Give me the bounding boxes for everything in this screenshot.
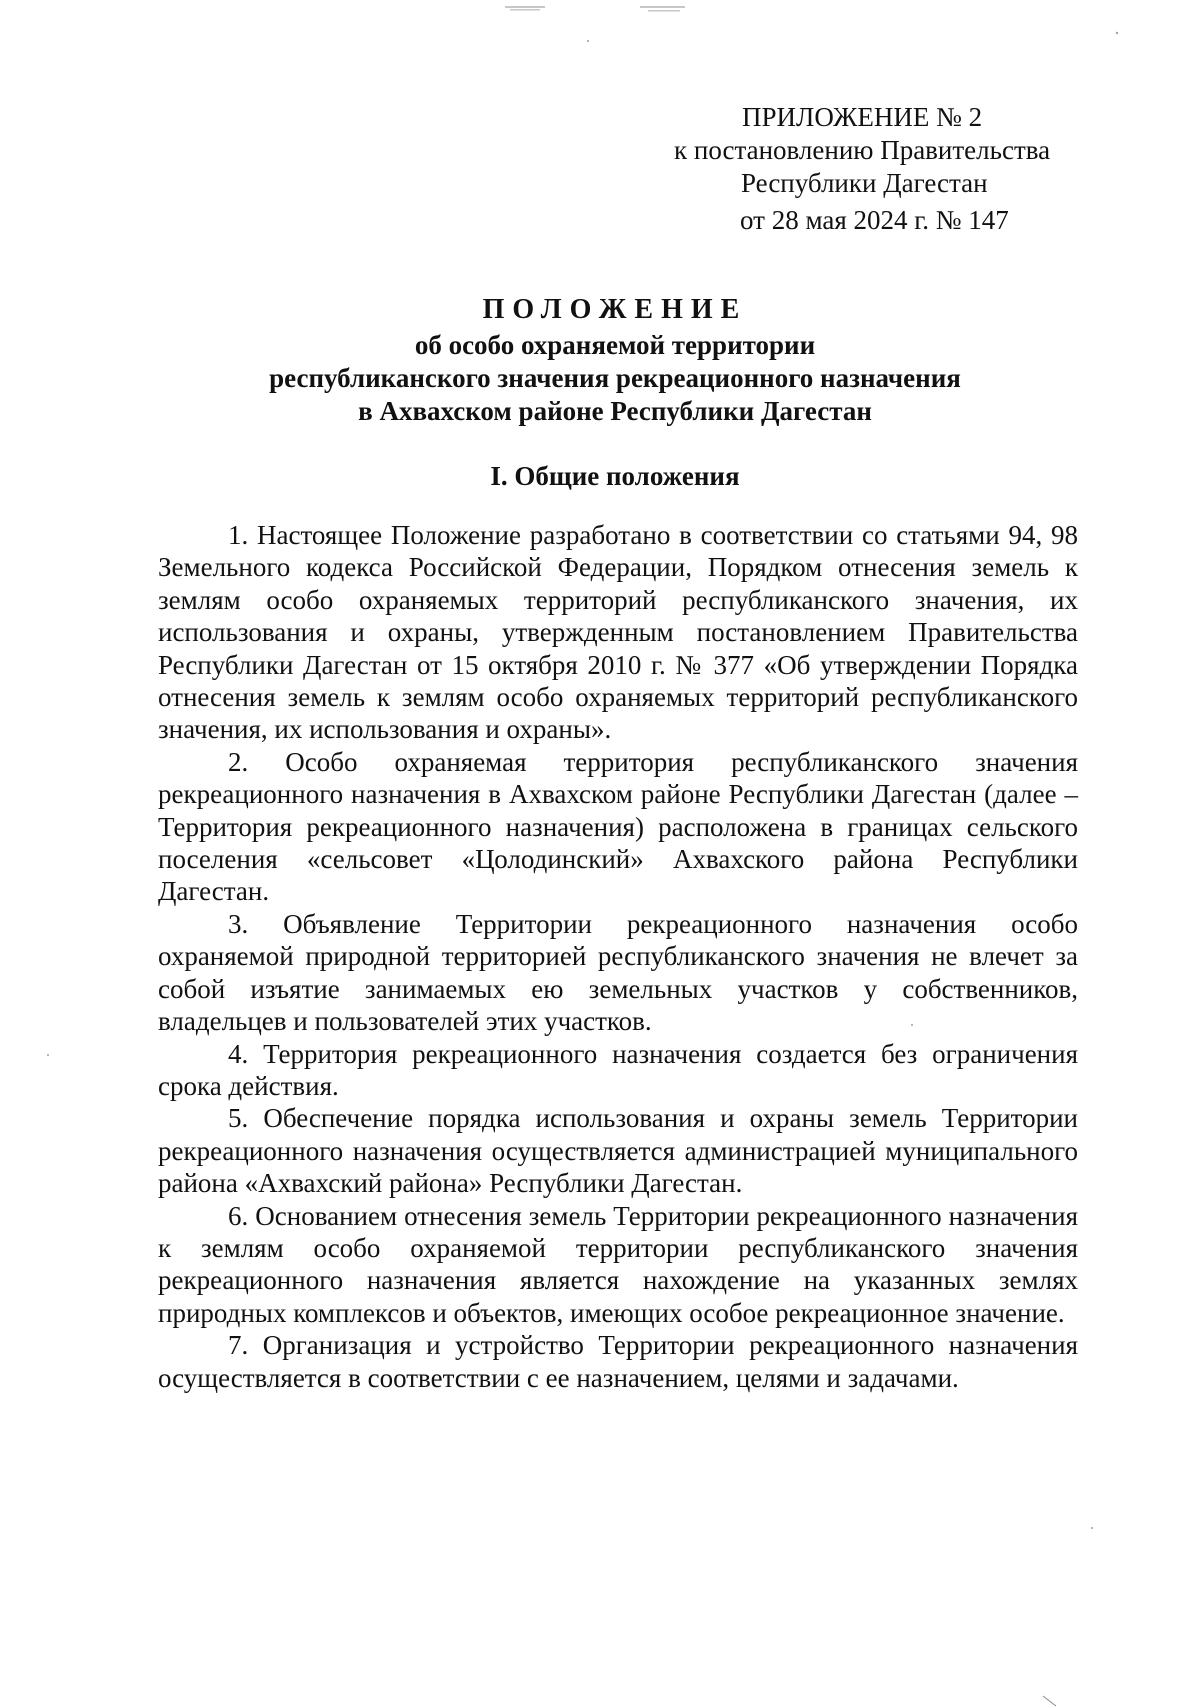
document-body bbox=[158, 519, 1078, 1394]
appendix-resolution-ref: к постановлению Правительства bbox=[674, 135, 1051, 165]
paragraph-7: 7. Организация и устройство Территории рекреационного назначения осуществляется в соответствии с ее назначением, целями и задачами. bbox=[158, 1330, 1078, 1393]
paragraph-1: 1. Настоящее Положение разработано в соответствии со статьями 94, 98 Земельного кодекса Российской Федерации, Порядком отнесения земель к землям особо охраняемых территорий республиканского значения, их использования и охраны, утвержденным постановлением Правительства Республики Дагестан от 15 октября 2010 г. № 377 «Об утверждении Порядка отнесения земель к землям особо охраняемых территорий республиканского значения, их использования и охраны». bbox=[158, 520, 1078, 745]
appendix-republic: Республики Дагестан bbox=[741, 168, 988, 198]
appendix-date-number: от 28 мая 2024 г. № 147 bbox=[740, 205, 1009, 235]
title-main: ПОЛОЖЕНИЕ bbox=[482, 294, 748, 325]
title-line-3: в Ахвахском районе Республики Дагестан bbox=[358, 396, 872, 426]
paragraph-5: 5. Обеспечение порядка использования и охраны земель Территории рекреационного назначения осуществляется администрацией муниципального района «Ахвахский района» Республики Дагестан. bbox=[158, 1103, 1078, 1199]
paragraph-6: 6. Основанием отнесения земель Территории рекреационного назначения к землям особо охраняемой территории республиканского значения рекреационного назначения является нахождение на указанных землях природных комплексов и объектов, имеющих особое рекреационное значение. bbox=[158, 1200, 1078, 1328]
paragraph-2: 2. Особо охраняемая территория республиканского значения рекреационного назначения в Ахвахском районе Республики Дагестан (далее – Территория рекреационного назначения) расположена в границах сельского поселения «сельсовет «Цолодинский» Ахвахского района Республики Дагестан. bbox=[158, 746, 1078, 907]
section-heading: I. Общие положения bbox=[490, 461, 740, 491]
title-line-1: об особо охраняемой территории bbox=[414, 330, 816, 360]
paragraph-3: 3. Объявление Территории рекреационного назначения особо охраняемой природной территорией республиканского значения не влечет за собой изъятие занимаемых ею земельных участков у собственников, владельцев и пользователей этих участков. bbox=[158, 908, 1078, 1037]
title-line-2: республиканского значения рекреационного назначения bbox=[269, 363, 961, 393]
appendix-number: ПРИЛОЖЕНИЕ № 2 bbox=[742, 102, 983, 132]
paragraph-4: 4. Территория рекреационного назначения создается без ограничения срока действия. bbox=[158, 1038, 1078, 1101]
document-title bbox=[150, 293, 1080, 428]
appendix-header bbox=[660, 101, 1080, 237]
